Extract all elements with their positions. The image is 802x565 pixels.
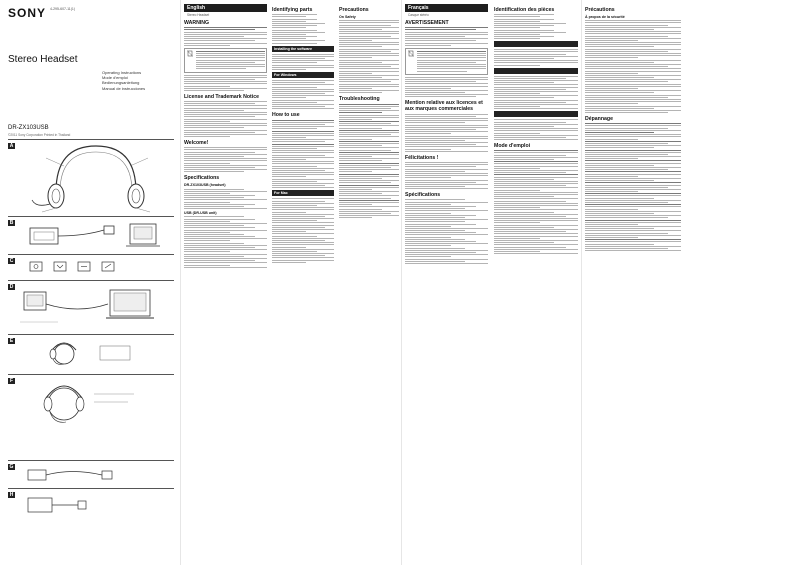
part-number: 4-295-607-11(1) [50,7,76,11]
wearing-illustration [30,336,160,372]
section-heading: Spécifications [405,192,441,199]
section-heading: Dépannage [585,116,613,123]
divider [8,216,174,217]
section-band [494,111,578,117]
section-heading: Mention relative aux licences et aux marques commerciales [405,100,483,113]
spec-subheading: USB (DR-USB unit) [184,211,217,216]
spec-subheading: À propos de la sécurité [585,15,625,19]
spec-subheading: DR-ZX103USB (headset) [184,183,226,188]
divider [8,280,174,281]
device-icons-illustration [24,258,174,276]
english-column-1 [184,4,267,560]
english-column-2 [272,4,334,560]
disposal-notice [405,48,488,75]
language-header: Français [405,4,488,12]
section-heading: License and Trademark Notice [184,93,259,100]
manual-title: Operating Instructions [102,70,142,75]
english-column-3 [339,4,399,560]
manual-title: Manual de instrucciones [102,85,146,91]
fold-line [180,0,181,565]
language-header: English [184,4,267,12]
section-heading: Identifying parts [272,7,313,13]
fold-line [401,0,402,565]
divider [8,374,174,375]
section-band: For Windows [272,72,334,78]
section-heading: Troubleshooting [339,96,380,103]
manual-title: Mode d'emploi [102,75,128,81]
recycle-bin-icon [407,50,415,57]
product-name: Stereo Headset [8,54,78,65]
text-block [184,27,267,46]
figure-label-d: D [9,284,14,290]
recycle-bin-icon [186,50,194,57]
divider [8,254,174,255]
cover-panel [4,4,174,560]
section-band: For Mac [272,190,334,196]
fold-line [581,0,582,565]
manual-title-list [102,70,145,91]
brand-logo: SONY [8,6,47,20]
section-heading: AVERTISSEMENT [405,20,449,26]
section-heading: Identification des pièces [494,7,555,13]
french-column-2 [494,4,578,560]
model-number: DR-ZX103USB [8,125,49,131]
figure-label-e: E [9,338,14,344]
figure-label-c: C [9,258,14,264]
section-heading: Mode d'emploi [494,143,531,150]
figure-label-g: G [9,464,14,470]
adjustment-illustration [24,376,174,432]
figure-label-a: A [9,143,14,149]
section-heading: Precautions [339,7,369,13]
section-band [494,41,578,47]
figure-label-h: H [9,492,14,498]
divider [8,334,174,335]
copyright-line: ©2011 Sony Corporation Printed in Thailand [8,133,71,137]
divider [8,460,174,461]
section-heading: Félicitations ! [405,154,439,161]
usb-connection-illustration [24,218,174,252]
headset-illustration [26,142,166,214]
manual-title: Bedienungsanleitung [102,80,140,86]
pc-connection-illustration [18,284,174,330]
section-heading: WARNING [184,20,210,26]
figure-label-b: B [9,220,14,226]
cable-illustration [22,464,172,486]
disposal-notice [184,48,267,73]
section-band: Installing the software [272,46,334,52]
section-heading: Specifications [184,175,220,182]
language-subtitle: Casque stéréo [408,13,429,17]
divider [8,139,174,140]
section-heading: Welcome! [184,140,209,147]
divider [8,488,174,489]
section-band [494,68,578,74]
french-column-3 [585,4,681,560]
spec-subheading: On Safety [339,15,356,19]
section-heading: Précautions [585,7,615,13]
french-column-1 [405,4,488,560]
figure-label-f: F [9,378,14,384]
section-heading: How to use [272,112,300,119]
device-illustration [22,492,172,518]
language-subtitle: Stereo Headset [187,13,210,17]
